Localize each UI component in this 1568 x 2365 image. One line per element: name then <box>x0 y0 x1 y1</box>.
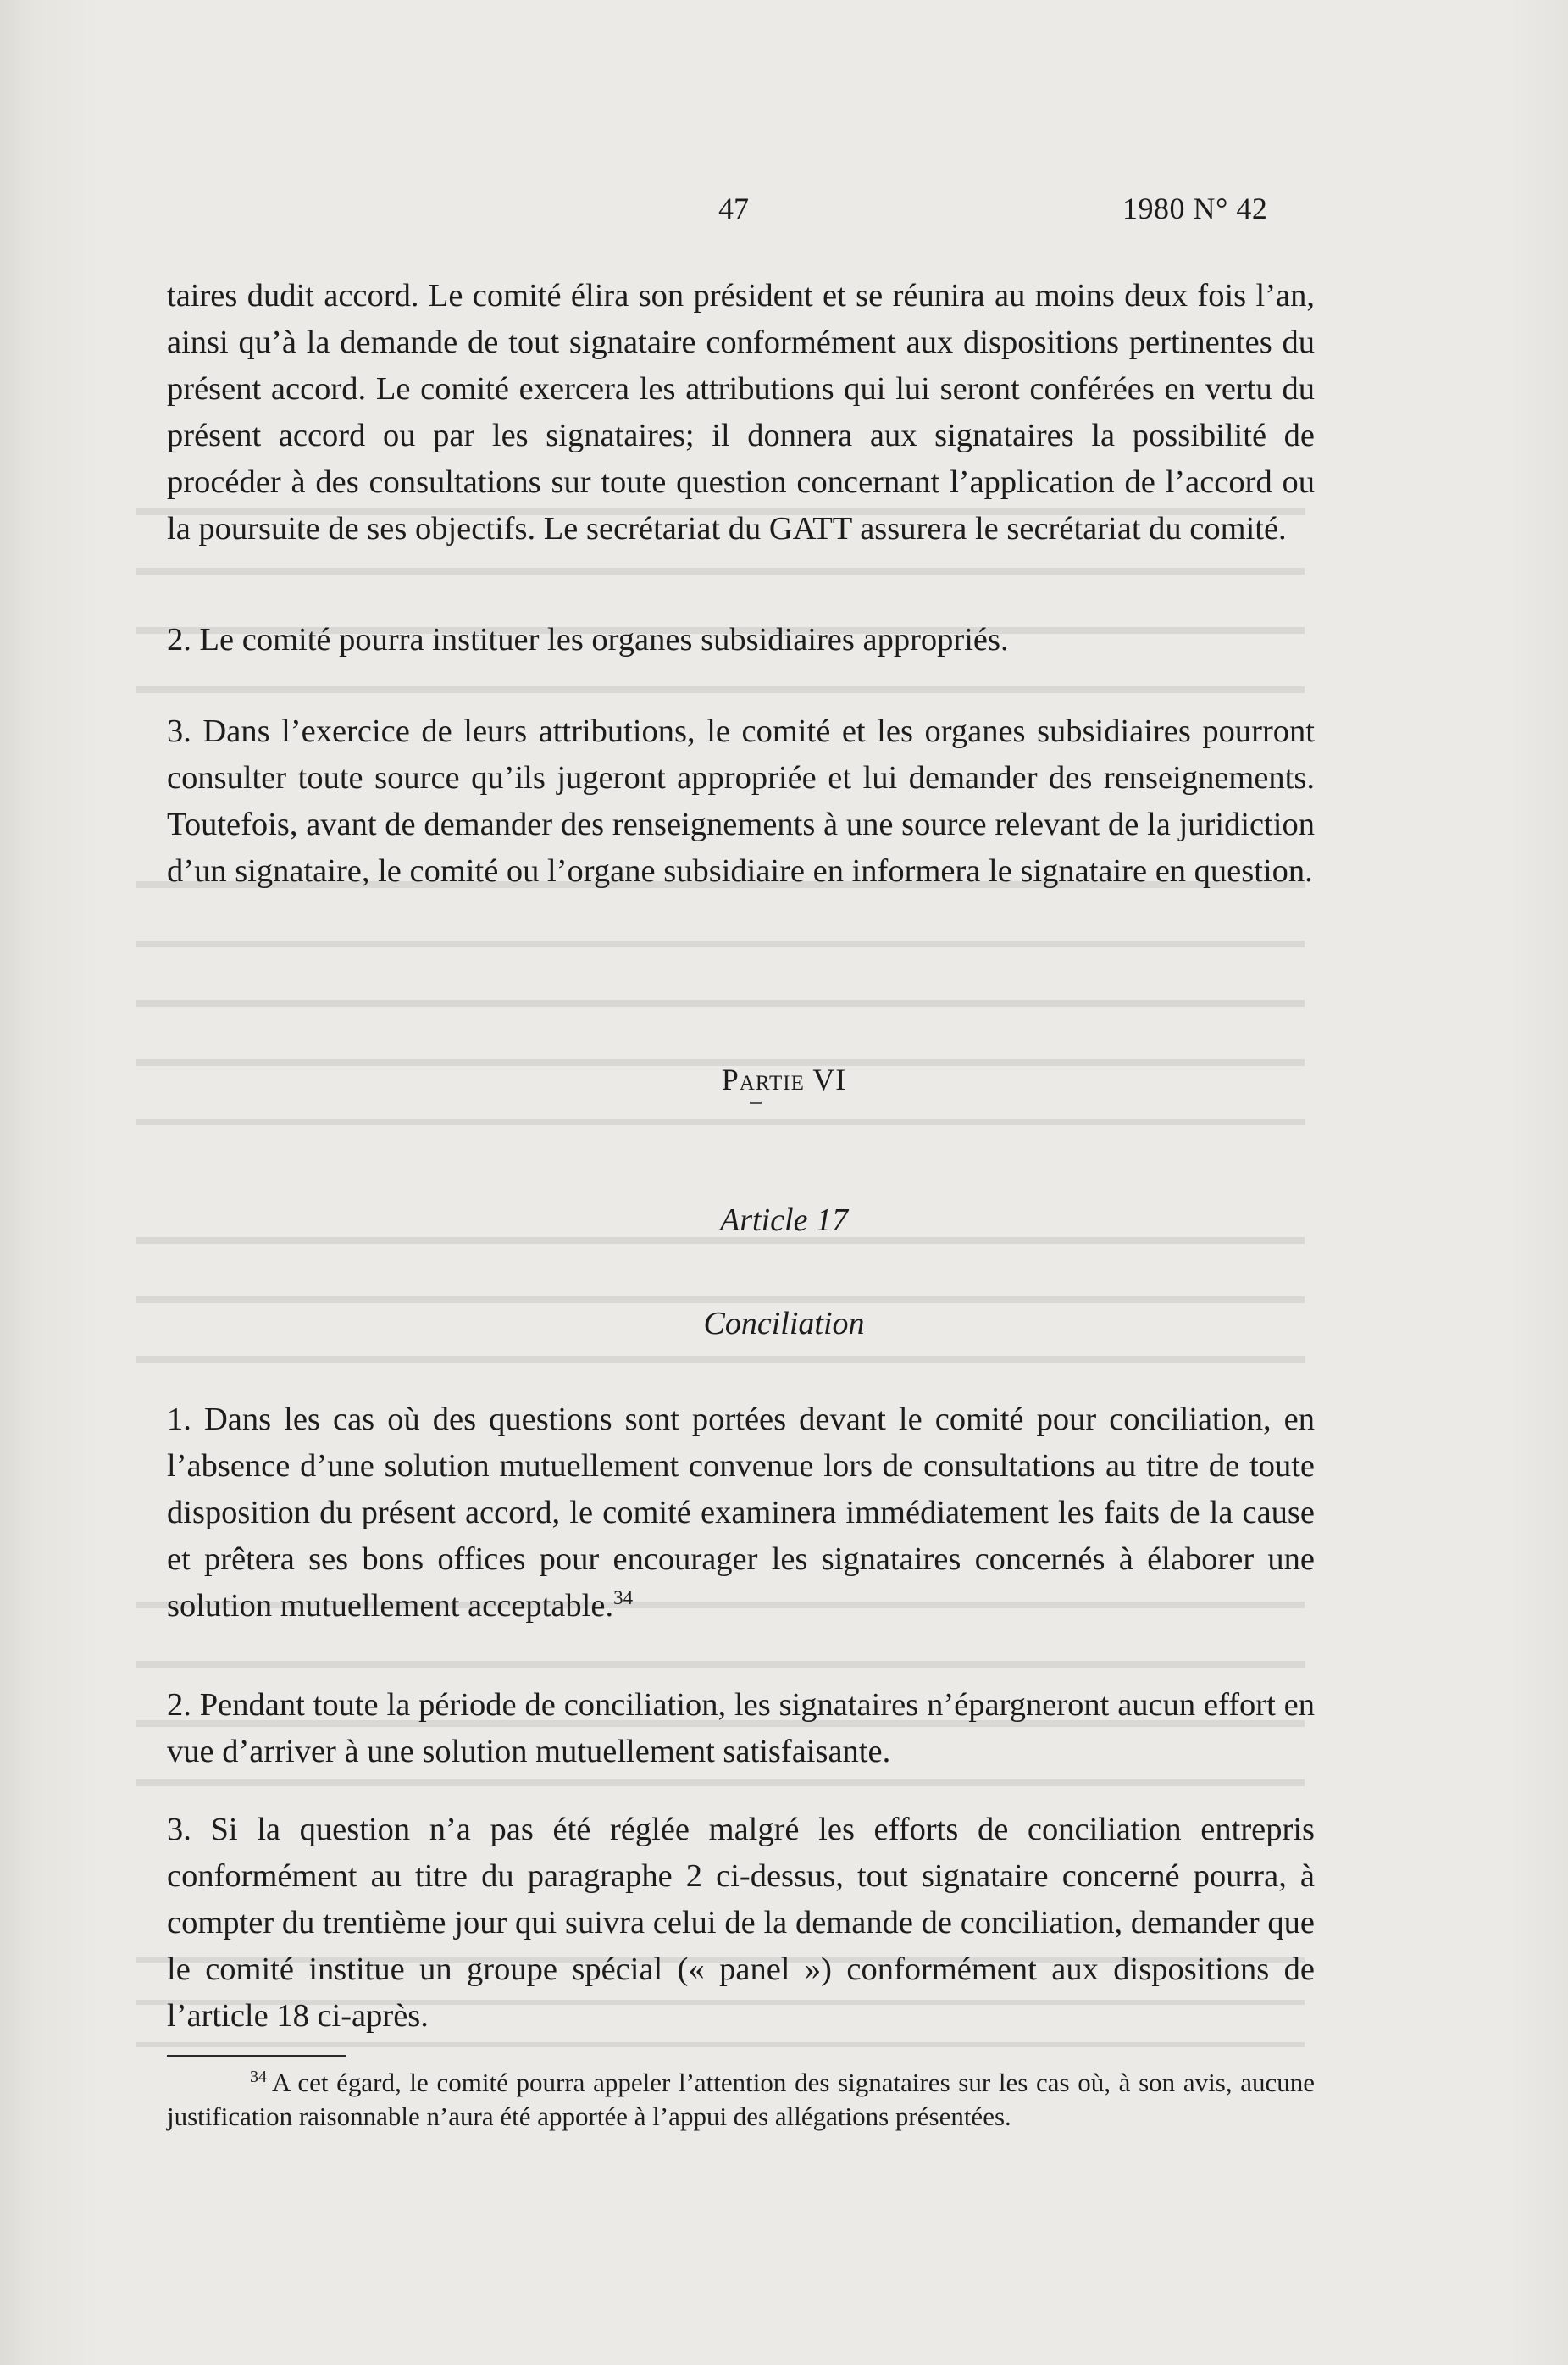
paragraph-text: 3. Si la question n’a pas été réglée malgré les efforts de conciliation entrepris conformément au titre du paragraphe 2 ci-dessus, tout signataire concerné pourra, à compter du trentième jour qui suivra celui de la demande de conciliation, demander que le comité institue un groupe spécial (« panel ») conformément aux dispositions de l’article 18 ci-après. <box>167 1812 1315 2034</box>
paragraph-continuation <box>167 273 1315 552</box>
paragraph-text: 2. Pendant toute la période de conciliation, les signataires n’épargneront aucun effort en vue d’arriver à une solution mutuellement satisfaisante. <box>167 1687 1315 1769</box>
paragraph-3 <box>167 708 1315 895</box>
part-heading <box>0 1062 1568 1097</box>
paragraph-2 <box>167 617 1315 663</box>
footnote-number: 34 <box>250 2067 267 2086</box>
paragraph-text: taires dudit accord. Le comité élira son président et se réunira au moins deux fois l’an, ainsi qu’à la demande de tout signataire conformément aux dispositions pertinentes du présent accord. Le comité exercera les attributions qui lui seront conférées en vertu du présent accord ou par les signataires; il donnera aux signataires la possibilité de procéder à des consultations sur toute question concernant l’application de l’accord ou la poursuite de ses objectifs. Le secrétariat du GATT assurera le secrétariat du comité. <box>167 278 1315 547</box>
article-paragraph-2 <box>167 1682 1315 1775</box>
part-numeral: VI <box>812 1063 847 1096</box>
paragraph-text: 3. Dans l’exercice de leurs attributions, le comité et les organes subsidiaires pourront consulter toute source qu’ils jugeront appropriée et lui demander des renseignements. Toutefois, avant de demander des renseignements à une source relevant de la juridiction d’un signataire, le comité ou l’organe subsidiaire en informera le signataire en question. <box>167 713 1315 889</box>
print-mark <box>750 1102 762 1104</box>
article-paragraph-3 <box>167 1807 1315 2040</box>
article-paragraph-1 <box>167 1396 1315 1629</box>
page-header <box>0 191 1568 233</box>
footnote <box>167 2066 1315 2134</box>
document-reference: 1980 N° 42 <box>1122 192 1268 225</box>
part-label: Partie <box>721 1063 805 1096</box>
footnote-divider <box>167 2055 346 2057</box>
paragraph-text <box>167 1396 1315 1629</box>
paragraph-text: 2. Le comité pourra instituer les organes subsidiaires appropriés. <box>167 622 1009 658</box>
article-title: Article 17 <box>720 1202 848 1238</box>
page-number: 47 <box>718 192 749 225</box>
article-heading: Conciliation <box>703 1306 865 1341</box>
footnote-text: A cet égard, le comité pourra appeler l’attention des signataires sur les cas où, à son avis, aucune justification raisonnable n’aura été apportée à l’appui des allégations présentées. <box>167 2068 1315 2131</box>
footnote-reference: 34 <box>613 1587 634 1609</box>
paragraph-body: 1. Dans les cas où des questions sont portées devant le comité pour conciliation, en l’absence d’une solution mutuellement convenue lors de consultations au titre de toute disposition du présent accord, le comité examinera immédiatement les faits de la cause et prêtera ses bons offices pour encourager les signataires concernés à élaborer une solution mutuellement acceptable. <box>167 1402 1315 1624</box>
